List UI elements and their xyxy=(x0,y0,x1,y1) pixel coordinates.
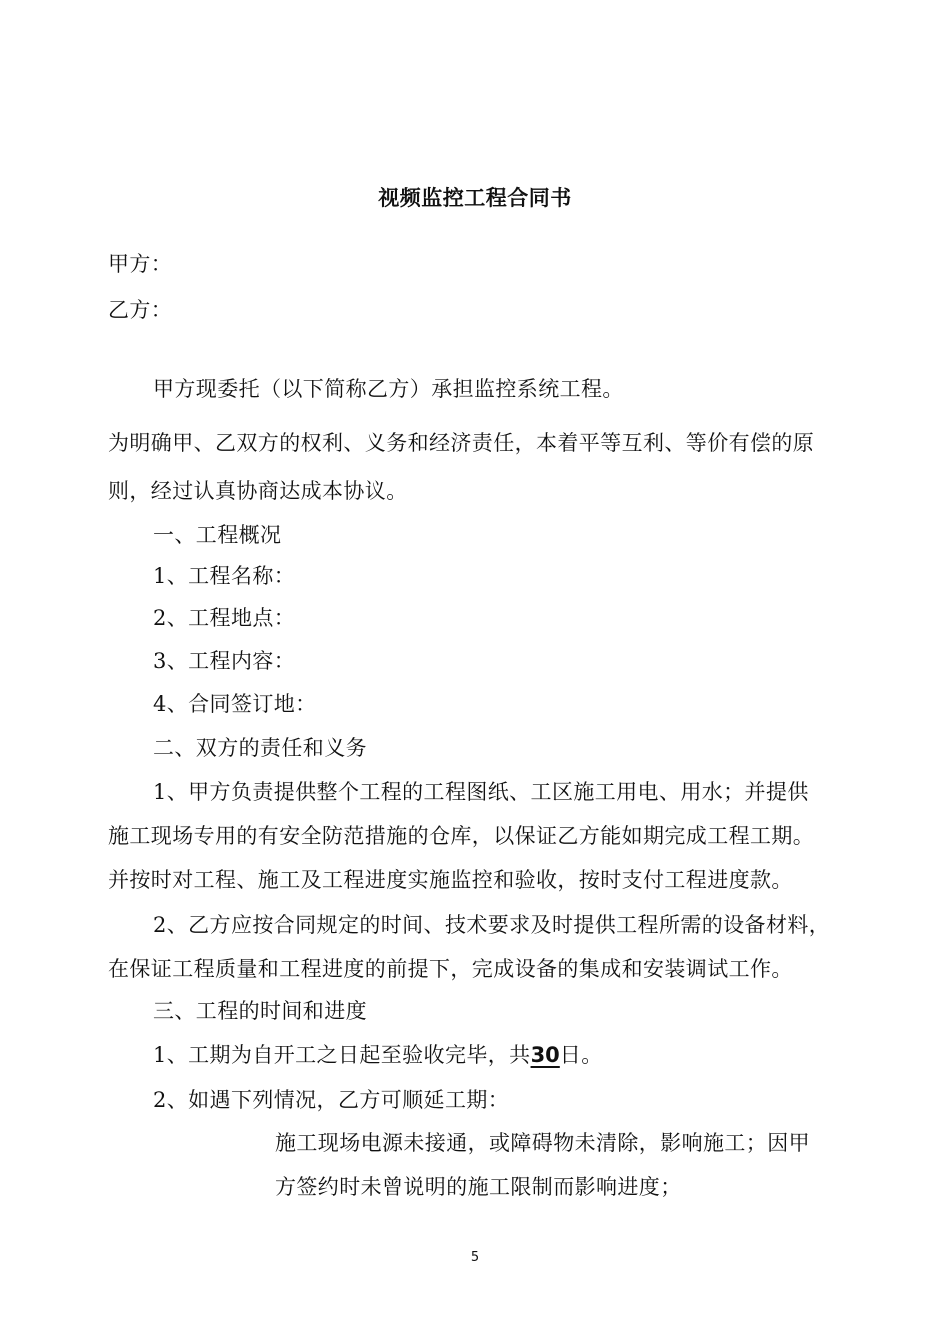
section-1-item-2: 2、工程地点： xyxy=(153,606,296,630)
party-b-label: 乙方： xyxy=(108,298,173,322)
page-number: 5 xyxy=(470,1250,480,1265)
section-3-item-2-detail-line-1: 施工现场电源未接通，或障碍物未清除，影响施工；因甲 xyxy=(275,1131,810,1155)
document-title: 视频监控工程合同书 xyxy=(378,186,572,210)
section-2-paragraph-1-line-1: 1、甲方负责提供整个工程的工程图纸、工区施工用电、用水；并提供 xyxy=(153,780,809,804)
intro-paragraph-2-line-2: 则，经过认真协商达成本协议。 xyxy=(108,479,408,503)
intro-paragraph-1: 甲方现委托（以下简称乙方）承担监控系统工程。 xyxy=(153,377,624,401)
section-3-item-1-prefix: 1、工期为自开工之日起至验收完毕，共 xyxy=(153,1043,531,1067)
section-2-paragraph-2-line-1: 2、乙方应按合同规定的时间、技术要求及时提供工程所需的设备材料， xyxy=(153,913,831,937)
section-3-item-2: 2、如遇下列情况，乙方可顺延工期： xyxy=(153,1088,510,1112)
party-a-label: 甲方： xyxy=(108,252,173,276)
section-1-heading: 一、工程概况 xyxy=(153,523,282,547)
section-3-item-2-detail-line-2: 方签约时未曾说明的施工限制而影响进度； xyxy=(275,1175,682,1199)
section-2-paragraph-2-line-2: 在保证工程质量和工程进度的前提下，完成设备的集成和安装调试工作。 xyxy=(108,957,793,981)
section-3-item-1 xyxy=(153,1040,603,1070)
section-2-paragraph-1-line-3: 并按时对工程、施工及工程进度实施监控和验收，按时支付工程进度款。 xyxy=(108,868,793,892)
section-1-item-3: 3、工程内容： xyxy=(153,649,296,673)
construction-days-value: 30 xyxy=(530,1043,560,1067)
section-1-item-1: 1、工程名称： xyxy=(153,564,296,588)
section-2-heading: 二、双方的责任和义务 xyxy=(153,736,367,760)
section-3-item-1-suffix: 日。 xyxy=(559,1043,603,1067)
section-1-item-4: 4、合同签订地： xyxy=(153,692,317,716)
intro-paragraph-2-line-1: 为明确甲、乙双方的权利、义务和经济责任，本着平等互利、等价有偿的原 xyxy=(108,431,815,455)
section-2-paragraph-1-line-2: 施工现场专用的有安全防范措施的仓库，以保证乙方能如期完成工程工期。 xyxy=(108,824,815,848)
section-3-heading: 三、工程的时间和进度 xyxy=(153,999,367,1023)
